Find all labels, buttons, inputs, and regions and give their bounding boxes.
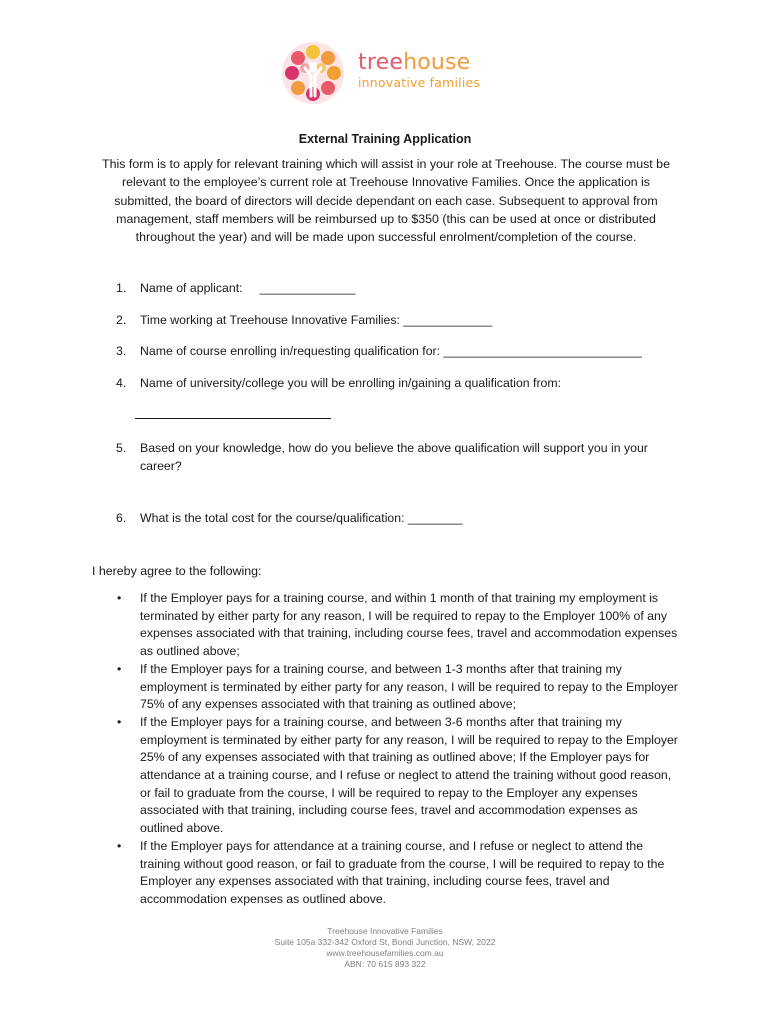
question-text: Time working at Treehouse Innovative Families: _____________ xyxy=(140,313,493,327)
question-text: Name of applicant: ______________ xyxy=(140,281,356,295)
question-number: 5. xyxy=(116,441,127,455)
question-number: 3. xyxy=(116,344,127,358)
treehouse-logo xyxy=(278,40,498,106)
list-item-text: If the Employer pays for a training course, and between 1-3 months after that training my employment is terminated by either party for any reason, I will be required to repay to the Employer 75% of any expenses associated with that training as outlined above; xyxy=(140,661,678,712)
question-text: Based on your knowledge, how do you believe the above qualification will support you in your career? xyxy=(140,441,648,473)
question-number: 1. xyxy=(116,281,127,295)
logo-word-house: house xyxy=(403,50,471,75)
list-item-text: If the Employer pays for attendance at a training course, and I refuse or neglect to attend the training without good reason, or fail to graduate from the course, I will be required to repay to the Employer any expenses associated with that training, including course fees, travel and accommodation expenses as outlined above. xyxy=(140,838,665,906)
list-item xyxy=(117,590,680,661)
bullet-icon: • xyxy=(117,591,122,605)
question-text: Name of course enrolling in/requesting qualification for: _____________________________ xyxy=(140,344,642,358)
logo-text xyxy=(358,52,480,90)
logo-tagline: innovative families xyxy=(358,75,481,90)
bullet-icon: • xyxy=(117,838,122,853)
list-item-text: If the Employer pays for a training course, and between 3-6 months after that training my employment is terminated by either party for any reason, I will be required to repay to the Employer 25% of any expenses associated with that training as outlined above; If the Employer pays for attendance at a training course, and I refuse or neglect to attend the training without good reason, or fail to graduate from the course, I will be required to repay to the Employer any expenses associated with that training, including course fees, travel and accommodation expenses as outlined above. xyxy=(140,714,678,836)
question-number: 4. xyxy=(116,376,127,390)
footer-website: www.treehousefamilies.com.au xyxy=(326,948,444,958)
list-item-text: If the Employer pays for a training course, and within 1 month of that training my employment is terminated by either party for any reason, I will be required to repay to the Employer 100% of any expenses associated with that training, including course fees, travel and accommodation expenses as outlined above; xyxy=(140,591,678,659)
agreement-list xyxy=(117,590,680,909)
bullet-icon: • xyxy=(117,661,122,676)
document-title: External Training Application xyxy=(298,132,472,146)
question-number: 2. xyxy=(116,313,127,327)
list-item xyxy=(117,661,680,714)
footer-address: Suite 105a 332-342 Oxford St, Bondi Junction, NSW, 2022 xyxy=(274,937,496,947)
question-text: What is the total cost for the course/qualification: ________ xyxy=(140,511,463,525)
university-answer-line[interactable] xyxy=(135,418,331,419)
bullet-icon: • xyxy=(117,714,122,729)
footer-company: Treehouse Innovative Families xyxy=(327,926,443,936)
question-number: 6. xyxy=(116,511,127,525)
logo-word-tree: tree xyxy=(358,50,404,75)
tree-logo-icon xyxy=(278,40,348,106)
page-footer xyxy=(0,926,770,970)
intro-paragraph: This form is to apply for relevant training which will assist in your role at Treehouse. The course must be relevant to the employee’s current role at Treehouse Innovative Families. Once the application is submitted, the board of directors will decide dependant on each case. Subsequent to approval from management, staff members will be reimbursed up to $350 (this can be used at once or distributed throughout the year) and will be made upon successful enrolment/completion of the course. xyxy=(102,157,670,245)
agreement-heading: I hereby agree to the following: xyxy=(92,564,262,578)
list-item xyxy=(117,838,680,909)
question-text: Name of university/college you will be enrolling in/gaining a qualification from: xyxy=(140,376,562,390)
logo-wordmark xyxy=(358,52,480,74)
list-item xyxy=(117,714,680,838)
footer-abn: ABN: 70 615 893 322 xyxy=(344,959,426,969)
